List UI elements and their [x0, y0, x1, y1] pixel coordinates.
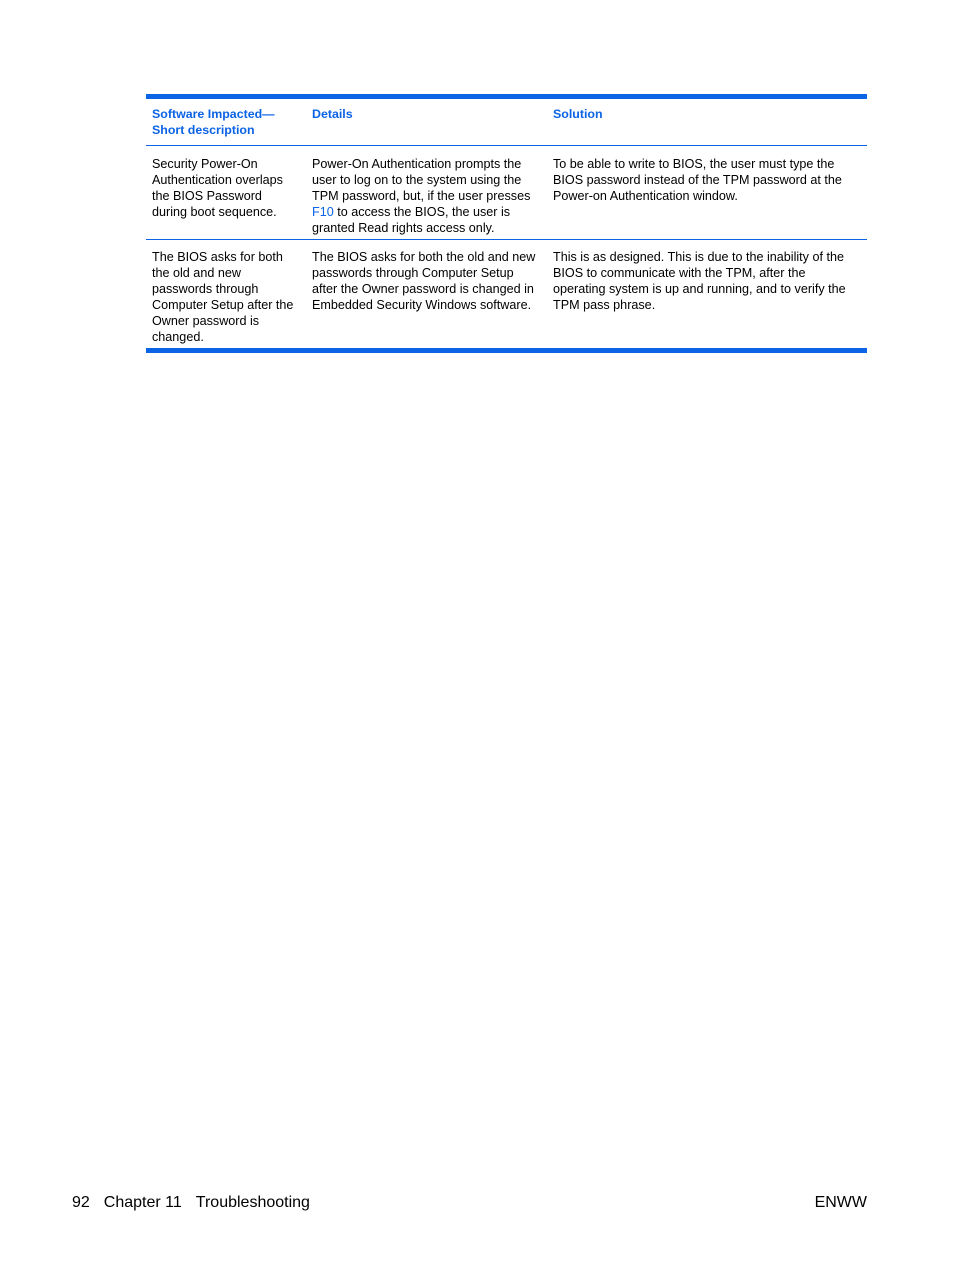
- cell-software-impacted: The BIOS asks for both the old and new passwords through Computer Setup after the Owner password is changed.: [152, 250, 294, 344]
- table-row: [146, 146, 867, 240]
- cell-details: The BIOS asks for both the old and new passwords through Computer Setup after the Owner password is changed in Embedded Security Windows software.: [312, 250, 536, 312]
- page-footer-right: ENWW: [814, 1194, 867, 1211]
- header-solution: Solution: [553, 107, 603, 121]
- cell-details: [306, 156, 547, 239]
- details-text-before: Power-On Authentication prompts the user to log on to the system using the TPM password, but, if the user presses: [312, 157, 531, 203]
- cell-solution: To be able to write to BIOS, the user must type the BIOS password instead of the TPM password at the Power-on Authentication window.: [553, 157, 842, 203]
- page-footer-left: [72, 1193, 310, 1213]
- table-row: [146, 240, 867, 348]
- header-details: Details: [312, 107, 353, 121]
- header-software-impacted: Software Impacted— Short description: [152, 107, 275, 137]
- table-header-row: [146, 99, 867, 146]
- f10-key-reference[interactable]: F10: [312, 205, 334, 219]
- cell-solution: This is as designed. This is due to the inability of the BIOS to communicate with the TPM, after the operating system is up and running, and to verify the TPM pass phrase.: [553, 250, 846, 312]
- chapter-label: Chapter 11: [103, 1194, 182, 1211]
- cell-software-impacted: Security Power-On Authentication overlaps the BIOS Password during boot sequence.: [152, 157, 283, 219]
- troubleshooting-table: [146, 94, 867, 353]
- table-bottom-rule: [146, 348, 867, 353]
- page-number: 92: [72, 1194, 90, 1211]
- section-label: Troubleshooting: [195, 1194, 310, 1211]
- details-text-after: to access the BIOS, the user is granted Read rights access only.: [312, 205, 511, 235]
